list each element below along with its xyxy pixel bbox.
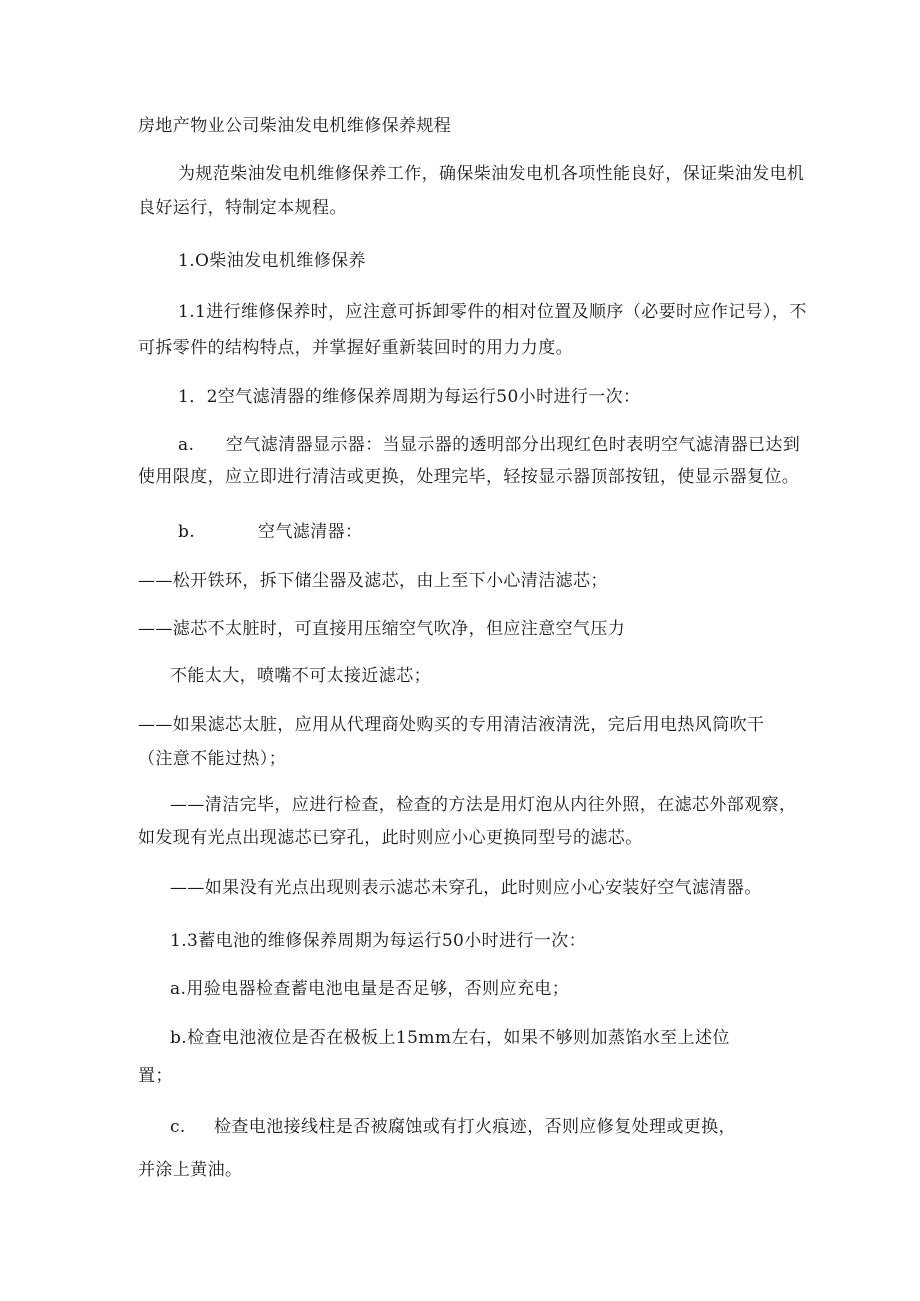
- item-c-line-2: 并涂上黄油。: [138, 1160, 243, 1180]
- section-1-heading: 1.O柴油发电机维修保养: [178, 251, 366, 271]
- item-b-label: b.: [178, 522, 196, 542]
- dash-item-5: ——如果没有光点出现则表示滤芯未穿孔，此时则应小心安装好空气滤清器。: [170, 878, 762, 898]
- dash-item-2-cont: 不能太大，喷嘴不可太接近滤芯；: [170, 666, 431, 686]
- intro-line-1: 为规范柴油发电机维修保养工作，确保柴油发电机各项性能良好，保证柴油发电机: [178, 164, 805, 184]
- section-1-1-line-1: 1.1进行维修保养时，应注意可拆卸零件的相对位置及顺序（必要时应作记号），不: [178, 302, 807, 322]
- dash-item-2: ——滤芯不太脏时，可直接用压缩空气吹净，但应注意空气压力: [138, 619, 626, 639]
- dash-item-4-line-2: 如发现有光点出现滤芯已穿孔，此时则应小心更换同型号的滤芯。: [138, 828, 643, 848]
- section-1-3-item-a: a.用验电器检查蓄电池电量是否足够，否则应充电；: [170, 979, 570, 999]
- item-c-text: 检查电池接线柱是否被腐蚀或有打火痕迹，否则应修复处理或更换，: [214, 1117, 736, 1137]
- item-b-text: 空气滤清器：: [258, 522, 363, 542]
- intro-line-2: 良好运行，特制定本规程。: [138, 198, 347, 218]
- section-1-1-line-2: 可拆零件的结构特点，并掌握好重新装回时的用力力度。: [138, 338, 573, 358]
- dash-item-1: ——松开铁环，拆下储尘器及滤芯，由上至下小心清洁滤芯；: [138, 571, 608, 591]
- item-a-text: 空气滤清器显示器：当显示器的透明部分出现红色时表明空气滤清器已达到: [226, 435, 801, 455]
- section-1-3-item-b-line-1: b.检查电池液位是否在极板上15mm左右，如果不够则加蒸馅水至上述位: [170, 1028, 730, 1048]
- item-a-line-2: 使用限度，应立即进行清洁或更换，处理完毕，轻按显示器顶部按钮，使显示器复位。: [138, 467, 800, 487]
- item-c-line-1: [170, 1117, 736, 1137]
- section-1-2-heading: 1．2空气滤清器的维修保养周期为每运行50小时进行一次：: [178, 387, 641, 407]
- item-a-label: a.: [178, 435, 195, 455]
- dash-item-3-line-2: （注意不能过热）；: [138, 749, 287, 769]
- item-a-line-1: [178, 435, 800, 455]
- dash-item-3-line-1: ——如果滤芯太脏，应用从代理商处购买的专用清洁液清洗，完后用电热风筒吹干: [138, 715, 765, 735]
- section-1-3-heading: 1.3蓄电池的维修保养周期为每运行50小时进行一次：: [170, 931, 587, 951]
- item-c-label: c.: [170, 1117, 186, 1137]
- dash-item-4-line-1: ——清洁完毕，应进行检查，检查的方法是用灯泡从内往外照，在滤芯外部观察，: [170, 795, 797, 815]
- item-b-line: [178, 522, 362, 542]
- section-1-3-item-b-line-2: 置；: [138, 1066, 173, 1086]
- document-title: 房地产物业公司柴油发电机维修保养规程: [138, 116, 452, 136]
